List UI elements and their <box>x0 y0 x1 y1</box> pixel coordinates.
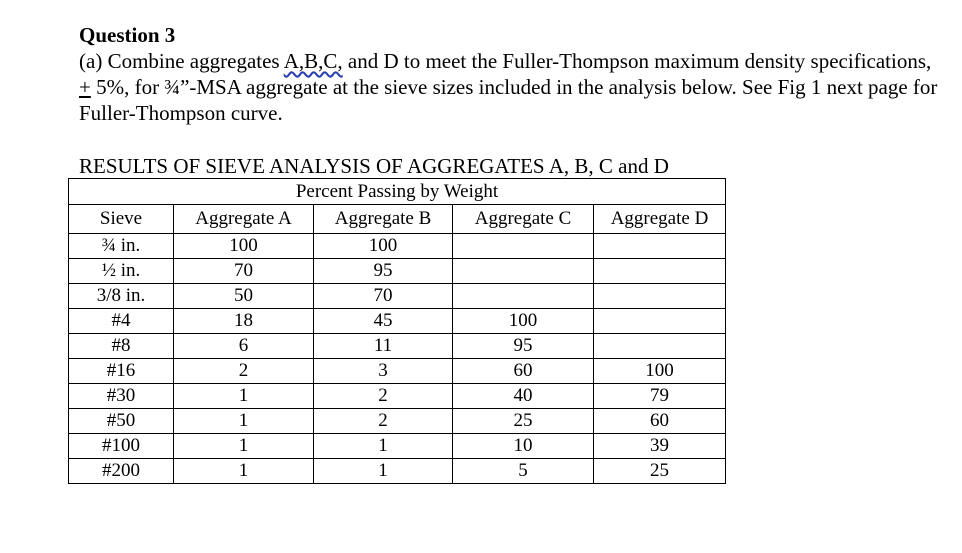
question-block <box>79 22 939 126</box>
table-cell: #100 <box>69 434 174 459</box>
aggregates-underlined: A,B,C, <box>283 49 343 73</box>
table-cell: 100 <box>594 359 726 384</box>
table-cell: 45 <box>314 309 453 334</box>
table-row <box>69 234 726 259</box>
column-header: Aggregate C <box>453 205 594 234</box>
table-cell: #50 <box>69 409 174 434</box>
table-row <box>69 434 726 459</box>
table-title: RESULTS OF SIEVE ANALYSIS OF AGGREGATES A, B, C and D <box>79 154 669 178</box>
table-cell <box>594 259 726 284</box>
table-cell: 79 <box>594 384 726 409</box>
table-cell: 1 <box>314 459 453 484</box>
table-cell <box>594 334 726 359</box>
question-title: Question 3 <box>79 23 176 47</box>
table-cell: ¾ in. <box>69 234 174 259</box>
table-cell: 1 <box>174 409 314 434</box>
table-row <box>69 334 726 359</box>
table-cell: 2 <box>314 384 453 409</box>
table-cell: #30 <box>69 384 174 409</box>
table-row <box>69 459 726 484</box>
table-cell: 100 <box>314 234 453 259</box>
table-cell: 100 <box>174 234 314 259</box>
table-cell: 10 <box>453 434 594 459</box>
table-cell: 60 <box>594 409 726 434</box>
table-cell: 2 <box>174 359 314 384</box>
table-cell: 11 <box>314 334 453 359</box>
question-text <box>79 48 939 126</box>
table-cell: 100 <box>453 309 594 334</box>
table-cell: 25 <box>453 409 594 434</box>
table-cell <box>453 284 594 309</box>
table-row <box>69 259 726 284</box>
table-cell: 1 <box>174 434 314 459</box>
sieve-analysis-table <box>68 178 726 484</box>
table-cell: #8 <box>69 334 174 359</box>
table-cell: 60 <box>453 359 594 384</box>
span-header: Percent Passing by Weight <box>69 179 726 205</box>
table-row <box>69 409 726 434</box>
column-header: Aggregate B <box>314 205 453 234</box>
table-cell: ½ in. <box>69 259 174 284</box>
column-header: Sieve <box>69 205 174 234</box>
table-cell <box>453 259 594 284</box>
column-header: Aggregate D <box>594 205 726 234</box>
table-cell: 1 <box>314 434 453 459</box>
question-text-pre: Combine aggregates <box>102 49 284 73</box>
table-cell: #16 <box>69 359 174 384</box>
table-row <box>69 359 726 384</box>
table-cell: 40 <box>453 384 594 409</box>
column-header: Aggregate A <box>174 205 314 234</box>
question-text-mid2: 5%, for ¾”-MSA aggregate at the sieve sizes included in the analysis below. See Fig 1 next page for Fuller-Thompson curve. <box>79 75 938 125</box>
table-cell <box>594 284 726 309</box>
table-cell: 50 <box>174 284 314 309</box>
table-cell: 39 <box>594 434 726 459</box>
part-label: (a) <box>79 49 103 73</box>
table-cell: 1 <box>174 384 314 409</box>
table-cell: 25 <box>594 459 726 484</box>
table-cell: 95 <box>453 334 594 359</box>
table-cell: 70 <box>314 284 453 309</box>
table-row <box>69 309 726 334</box>
tolerance-sign: + <box>79 75 91 99</box>
table-cell: 3/8 in. <box>69 284 174 309</box>
table-cell: 3 <box>314 359 453 384</box>
table-row <box>69 284 726 309</box>
column-header-row <box>69 205 726 234</box>
table-cell: 5 <box>453 459 594 484</box>
question-text-mid1: and D to meet the Fuller-Thompson maximum density specifications, <box>342 49 932 73</box>
table-cell: 18 <box>174 309 314 334</box>
table-cell: 95 <box>314 259 453 284</box>
table-cell: #4 <box>69 309 174 334</box>
table-cell <box>594 309 726 334</box>
table-row <box>69 384 726 409</box>
table-cell <box>594 234 726 259</box>
table-cell <box>453 234 594 259</box>
table-cell: 1 <box>174 459 314 484</box>
table-cell: 70 <box>174 259 314 284</box>
table-cell: 6 <box>174 334 314 359</box>
span-header-row <box>69 179 726 205</box>
table-cell: 2 <box>314 409 453 434</box>
table-cell: #200 <box>69 459 174 484</box>
